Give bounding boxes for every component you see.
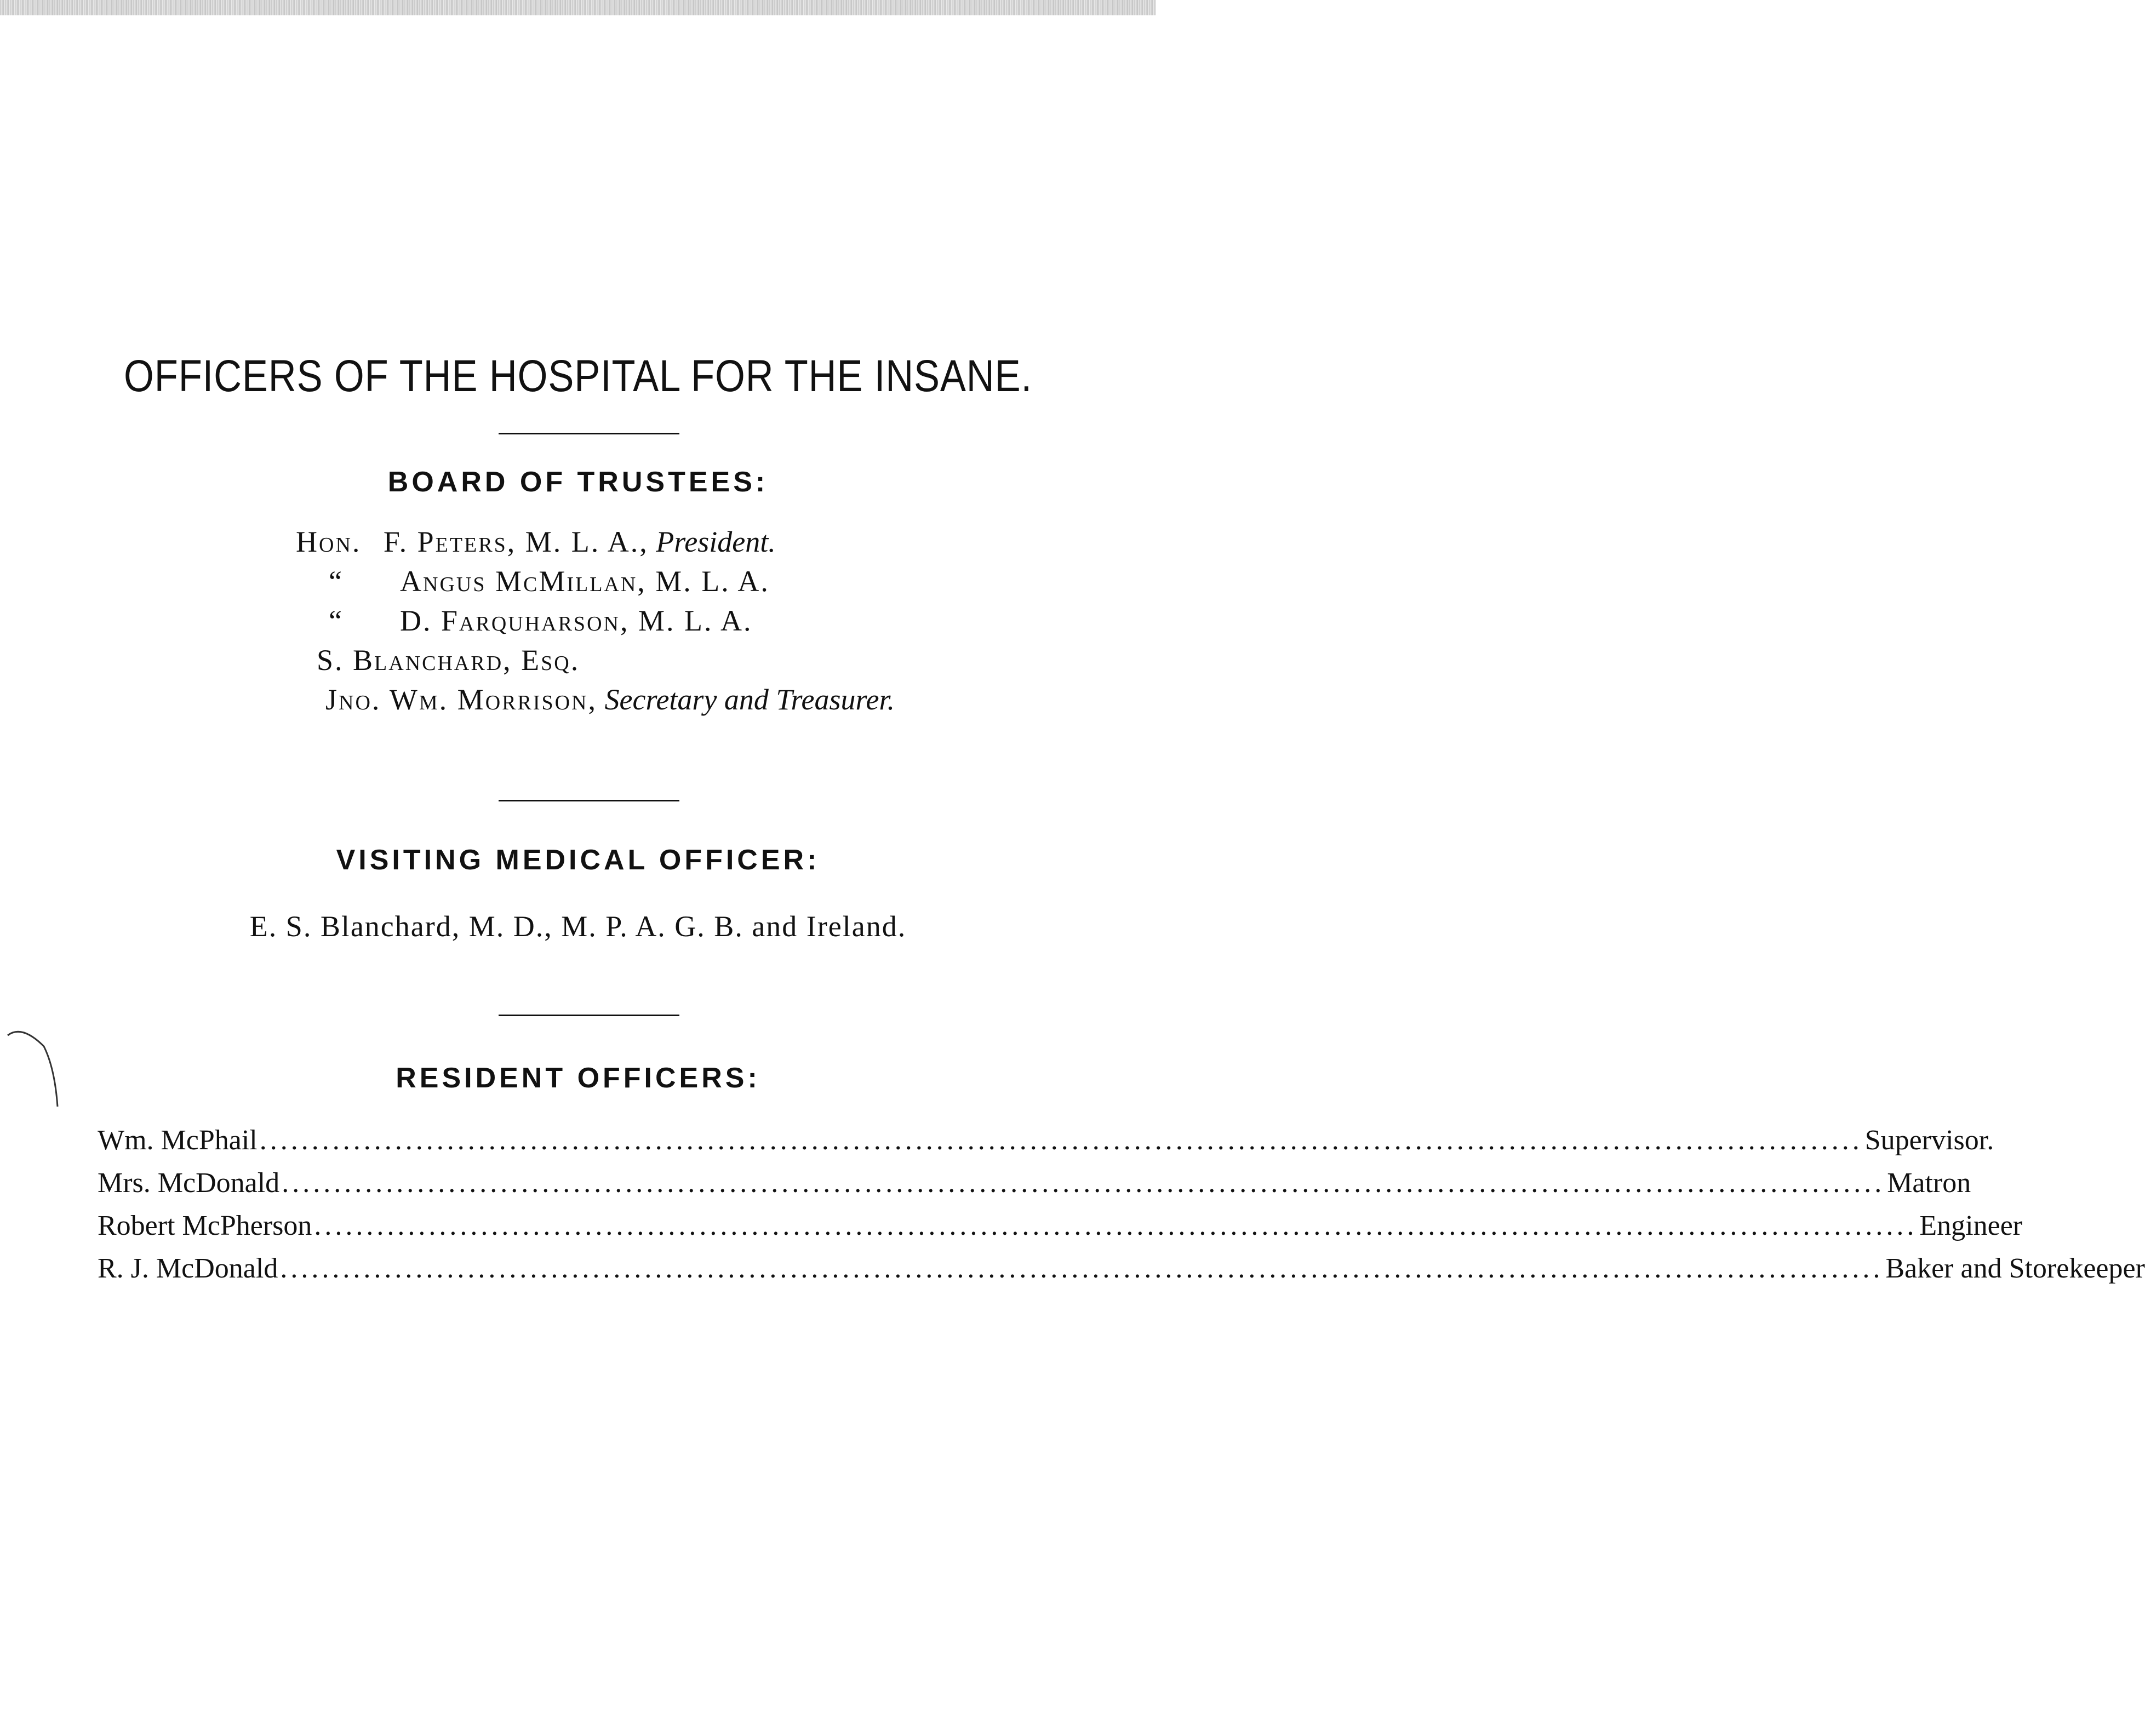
trustee-secretary xyxy=(325,683,895,717)
trustee-name: S. Blanchard, Esq. xyxy=(317,644,580,677)
officer-row xyxy=(98,1124,1994,1156)
officer-post: Matron xyxy=(1887,1167,1971,1199)
visiting-officer: E. S. Blanchard, M. D., M. P. A. G. B. and Ireland. xyxy=(249,910,907,943)
dot-leader: .......................................................................................................................................................... xyxy=(282,1167,1885,1199)
officer-post: Supervisor. xyxy=(1864,1125,1994,1156)
officer-name: R. J. McDonald xyxy=(98,1253,278,1284)
dot-leader: .......................................................................................................................................................... xyxy=(314,1210,1918,1241)
trustee-name: Angus McMillan, M. L. A. xyxy=(400,565,770,598)
trustee-name: F. Peters, M. L. A., xyxy=(383,525,649,558)
officer-post: Engineer xyxy=(1919,1210,2023,1241)
divider-rule xyxy=(499,433,679,434)
divider-rule xyxy=(499,1015,679,1016)
officer-name: Wm. McPhail xyxy=(98,1125,258,1156)
trustee-role: President. xyxy=(656,525,776,558)
trustee-member xyxy=(317,643,580,677)
ditto-mark: “ xyxy=(329,604,342,637)
resident-heading: RESIDENT OFFICERS: xyxy=(396,1062,760,1094)
trustee-prefix: Hon. xyxy=(296,525,362,558)
officer-name: Robert McPherson xyxy=(98,1210,312,1241)
officer-post: Baker and Storekeeper xyxy=(1885,1253,2145,1284)
officer-row xyxy=(98,1167,1971,1199)
trustee-president xyxy=(296,525,776,559)
board-heading: BOARD OF TRUSTEES: xyxy=(387,466,769,498)
trustee-name: Jno. Wm. Morrison, xyxy=(325,683,598,716)
dot-leader: .......................................................................................................................................................... xyxy=(259,1125,1863,1156)
page-title: OFFICERS OF THE HOSPITAL FOR THE INSANE. xyxy=(124,351,1032,401)
trustee-member xyxy=(400,604,752,638)
trustee-role: Secretary and Treasurer. xyxy=(604,683,895,716)
scan-edge xyxy=(0,0,1156,15)
trustee-name: D. Farquharson, M. L. A. xyxy=(400,604,753,637)
officer-row xyxy=(98,1210,2023,1242)
trustee-member xyxy=(400,564,770,598)
dot-leader: .......................................................................................................................................................... xyxy=(280,1253,1884,1284)
divider-rule xyxy=(499,800,679,801)
visiting-heading: VISITING MEDICAL OFFICER: xyxy=(336,844,820,876)
ditto-mark: “ xyxy=(329,565,342,598)
officer-name: Mrs. McDonald xyxy=(98,1167,280,1199)
officer-row xyxy=(98,1252,2145,1285)
